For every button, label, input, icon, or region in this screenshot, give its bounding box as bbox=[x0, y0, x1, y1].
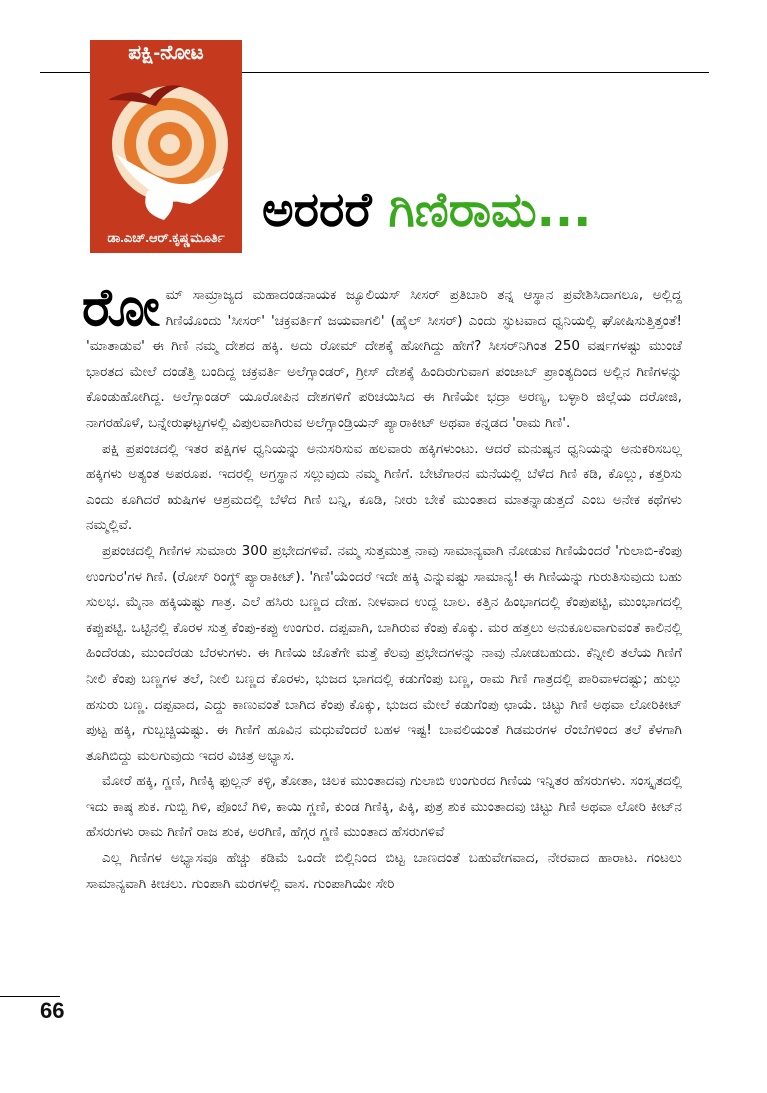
author-name: ಡಾ.ಎಚ್.ಆರ್.ಕೃಷ್ಣಮೂರ್ತಿ bbox=[107, 230, 225, 245]
bird-target-icon bbox=[98, 72, 234, 222]
article-paragraph: ಮೋರೆ ಹಕ್ಕಿ, ಗ್ಣಣಿ, ಗಿಣಿಕ್ಕಿ ಫುಲ್ಲನ್ ಕಳ್ಳಿ, ತೋತಾ, ಚಿಲಕ ಮುಂತಾದವು ಗುಲಾಬಿ ಉಂಗುರದ ಗಿಣಿಯ ಇನ್ನಿತರ ಹೆಸರುಗಳು. ಸಂಸ್ಕೃತದಲ್ಲಿ ಇದು ಕಾಷ್ಠ ಶುಕ. ಗುಬ್ಬಿ ಗಿಳಿ, ಪೊಂಬೆ ಗಿಳಿ, ಕಾಯಿ ಗ್ಣಣಿ, ಕುಂಡ ಗಿಣಿಕ್ಕಿ, ಪಿಕ್ಕಿ, ಪುತ್ರ ಶುಕ ಮುಂತಾದವು ಚಿಟ್ಟು ಗಿಣಿ ಅಥವಾ ಲೋರಿ ಕೀಟ್‌ನ ಹೆಸರುಗಳು ರಾಮ ಗಿಣಿಗೆ ರಾಜ ಶುಕ, ಅರಗಿಣಿ, ಹೆಗ್ಗರ ಗ್ಣಣಿ ಮುಂತಾದ ಹೆಸರುಗಳಿವೆ bbox=[86, 773, 682, 841]
article-paragraph: ಪಕ್ಷಿ ಪ್ರಪಂಚದಲ್ಲಿ ಇತರ ಪಕ್ಷಿಗಳ ಧ್ವನಿಯನ್ನು ಅನುಸರಿಸುವ ಹಲವಾರು ಹಕ್ಕಿಗಳುಂಟು. ಆದರೆ ಮನುಷ್ಯನ ಧ್ವನಿಯನ್ನು ಅನುಕರಿಸಬಲ್ಲ ಹಕ್ಕಿಗಳು ಅತ್ಯಂತ ಅಪರೂಪ. ಇದರಲ್ಲಿ ಅಗ್ರಸ್ಥಾನ ಸಲ್ಲುವುದು ನಮ್ಮ ಗಿಣಿಗೆ. ಬೇಟೆಗಾರನ ಮನೆಯಲ್ಲಿ ಬೆಳೆದ ಗಿಣಿ ಕಡಿ, ಕೊಲ್ಲು, ಕತ್ತರಿಸು ಎಂದು ಕೂಗಿದರೆ ಋಷಿಗಳ ಆಶ್ರಮದಲ್ಲಿ ಬೆಳೆದ ಗಿಣಿ ಬನ್ನಿ, ಕೂಡಿ, ನೀರು ಬೇಕೆ ಮುಂತಾದ ಮಾತನ್ನಾಡುತ್ತದೆ ಎಂಬ ಅನೇಕ ಕಥೆಗಳು ನಮ್ಮಲ್ಲಿವೆ. bbox=[86, 440, 682, 534]
article-paragraph: ಎಲ್ಲ ಗಿಣಿಗಳ ಅಭ್ಯಾಸವೂ ಹೆಚ್ಚು ಕಡಿಮೆ ಒಂದೇ ಬಿಲ್ಲಿನಿಂದ ಬಿಟ್ಟ ಬಾಣದಂತೆ ಬಹುವೇಗವಾದ, ನೇರವಾದ ಹಾರಾಟ. ಗಂಟಲು ಸಾಮಾನ್ಯವಾಗಿ ಕೀಚಲು. ಗುಂಪಾಗಿ ಮರಗಳಲ್ಲಿ ವಾಸ. ಗುಂಪಾಗಿಯೇ ಸೇರಿ bbox=[86, 850, 682, 892]
article-paragraph: ಪ್ರಪಂಚದಲ್ಲಿ ಗಿಣಿಗಳ ಸುಮಾರು 300 ಪ್ರಭೇದಗಳಿವೆ. ನಮ್ಮ ಸುತ್ತಮುತ್ತ ನಾವು ಸಾಮಾನ್ಯವಾಗಿ ನೋಡುವ ಗಿಣಿಯೆಂದರೆ 'ಗುಲಾಬಿ-ಕೆಂಪು ಉಂಗುರ'ಗಳ ಗಿಣಿ. (ರೋಸ್ ರಿಂಗ್ಡ್ ಪ್ಯಾರಾಕೀಟ್). 'ಗಿಣಿ'ಯೆಂದರೆ ಇದೇ ಹಕ್ಕಿ ಎನ್ನುವಷ್ಟು ಸಾಮಾನ್ಯ! ಈ ಗಿಣಿಯನ್ನು ಗುರುತಿಸುವುದು ಬಹು ಸುಲಭ. ಮೈನಾ ಹಕ್ಕಿಯಷ್ಟು ಗಾತ್ರ. ಎಲೆ ಹಸಿರು ಬಣ್ಣದ ದೇಹ. ನೀಳವಾದ ಉದ್ದ ಬಾಲ. ಕತ್ತಿನ ಹಿಂಭಾಗದಲ್ಲಿ ಕೆಂಪುಪಟ್ಟಿ, ಮುಂಭಾಗದಲ್ಲಿ ಕಪ್ಪುಪಟ್ಟಿ. ಒಟ್ಟಿನಲ್ಲಿ ಕೊರಳ ಸುತ್ತ ಕೆಂಪು-ಕಪ್ಪು ಉಂಗುರ. ದಪ್ಪವಾಗಿ, ಬಾಗಿರುವ ಕೆಂಪು ಕೊಕ್ಕು. ಮರ ಹತ್ತಲು ಅನುಕೂಲವಾಗುವಂತೆ ಕಾಲಿನಲ್ಲಿ ಹಿಂದೆರಡು, ಮುಂದೆರಡು ಬೆರಳುಗಳು. ಈ ಗಿಣಿಯ ಜೊತೆಗೇ ಮತ್ತೆ ಕೆಲವು ಪ್ರಭೇದಗಳನ್ನು ನಾವು ನೋಡಬಹುದು. ಕೆನ್ನೀಲಿ ತಲೆಯ ಗಿಣಿಗೆ ನೀಲಿ ಕೆಂಪು ಬಣ್ಣಗಳ ತಲೆ, ನೀಲಿ ಬಣ್ಣದ ಕೊರಳು, ಭುಜದ ಭಾಗದಲ್ಲಿ ಕಡುಗೆಂಪು ಬಣ್ಣ, ರಾಮ ಗಿಣಿ ಗಾತ್ರದಲ್ಲಿ ಪಾರಿವಾಳದಷ್ಟು; ಹುಲ್ಲು ಹಸುರು ಬಣ್ಣ. ದಪ್ಪವಾದ, ಎದ್ದು ಕಾಣುವಂತೆ ಬಾಗಿದ ಕೆಂಪು ಕೊಕ್ಕು, ಭುಜದ ಮೇಲೆ ಕಡುಗೆಂಪು ಛಾಯೆ. ಚಿಟ್ಟು ಗಿಣಿ ಅಥವಾ ಲೋರಿಕೀಟ್ ಪುಟ್ಟ ಹಕ್ಕಿ, ಗುಬ್ಬಚ್ಚಿಯಷ್ಟು. ಈ ಗಿಣಿಗೆ ಹೂವಿನ ಮಧುವೆಂದರೆ ಬಹಳ ಇಷ್ಟ! ಬಾವಲಿಯಂತೆ ಗಿಡಮರಗಳ ರೆಂಬೆಗಳಿಂದ ತಲೆ ಕೆಳಗಾಗಿ ತೂಗಿಬಿದ್ದು ಮಲಗುವುದು ಇದರ ವಿಚಿತ್ರ ಅಭ್ಯಾಸ. bbox=[86, 542, 682, 764]
drop-cap: ರೋ bbox=[82, 278, 160, 338]
footer-rule bbox=[0, 996, 60, 997]
page-number: 66 bbox=[40, 998, 65, 1023]
section-header-box bbox=[90, 40, 242, 253]
paragraph-text: ಮ್ ಸಾಮ್ರಾಜ್ಯದ ಮಹಾದಂಡನಾಯಕ ಜ್ಯೂಲಿಯಸ್ ಸೀಸರ್ ಪ್ರತಿಬಾರಿ ತನ್ನ ಆಸ್ಥಾನ ಪ್ರವೇಶಿಸಿದಾಗಲೂ, ಅಲ್ಲಿದ್ದ ಗಿಣಿಯೊಂದು 'ಸೀಸರ್' 'ಚಕ್ರವರ್ತಿಗೆ ಜಯವಾಗಲಿ' (ಹೈಲ್ ಸೀಸರ್) ಎಂದು ಸ್ಫುಟವಾದ ಧ್ವನಿಯಲ್ಲಿ ಘೋಷಿಸುತ್ತಿತ್ತಂತೆ! 'ಮಾತಾಡುವ' ಈ ಗಿಣಿ ನಮ್ಮ ದೇಶದ ಹಕ್ಕಿ. ಅದು ರೋಮ್ ದೇಶಕ್ಕೆ ಹೋಗಿದ್ದು ಹೇಗೆ? ಸೀಸರ್‌ನಿಗಿಂತ 250 ವರ್ಷಗಳಷ್ಟು ಮುಂಚೆ ಭಾರತದ ಮೇಲೆ ದಂಡೆತ್ತಿ ಬಂದಿದ್ದ ಚಕ್ರವರ್ತಿ ಅಲೆಗ್ಸಾಂಡರ್, ಗ್ರೀಸ್ ದೇಶಕ್ಕೆ ಹಿಂದಿರುಗುವಾಗ ಪಂಜಾಬ್ ಪ್ರಾಂತ್ಯದಿಂದ ಅಲ್ಲಿನ ಗಿಣಿಗಳನ್ನು ಕೊಂಡುಹೋಗಿದ್ದ. ಅಲೆಗ್ಸಾಂಡರ್ ಯೂರೋಪಿನ ದೇಶಗಳಿಗೆ ಪರಿಚಯಿಸಿದ ಈ ಗಿಣಿಯೇ ಭದ್ರಾ ಅರಣ್ಯ, ಬಳ್ಳಾರಿ ಜಿಲ್ಲೆಯ ದರೋಜಿ, ನಾಗರಹೊಳೆ, ಬನ್ನೇರುಘಟ್ಟಗಳಲ್ಲಿ ವಿಪುಲವಾಗಿರುವ ಅಲೆಗ್ಸಾಂಡ್ರಿಯನ್ ಪ್ಯಾರಾಕೀಟ್ ಅಥವಾ ಕನ್ನಡದ 'ರಾಮ ಗಿಣಿ'. bbox=[86, 287, 682, 431]
article-body bbox=[82, 278, 682, 897]
section-tag: ಪಕ್ಷಿ-ನೋಟ bbox=[128, 42, 204, 64]
article-title bbox=[262, 182, 591, 239]
title-part-2: ಗಿಣಿರಾಮ... bbox=[388, 182, 592, 238]
article-paragraph bbox=[82, 278, 682, 437]
bird-target-logo bbox=[98, 72, 234, 222]
title-part-1: ಅರರರೆ bbox=[262, 182, 372, 238]
